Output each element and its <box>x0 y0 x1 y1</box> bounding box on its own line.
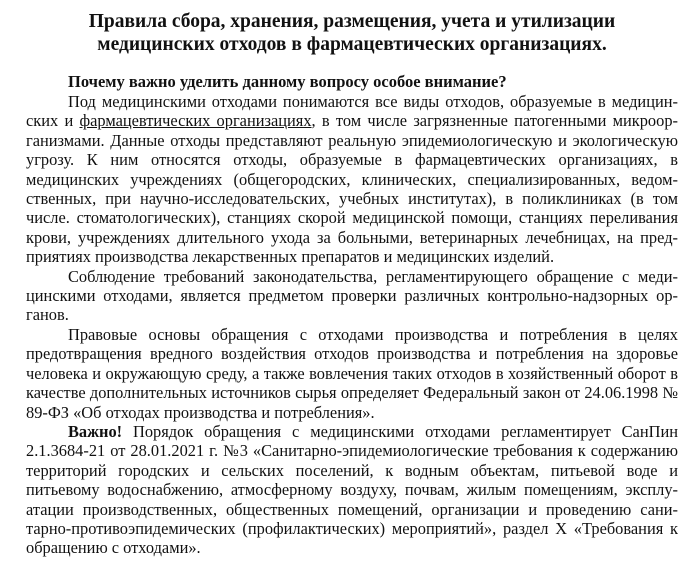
paragraph-definition-start: Под медицинскими отходами понимаются все виды отходов, образуемые в медицинских и <box>26 92 678 131</box>
paragraph-definition-rest: , в том числе загрязненные патогенными микроорганизмами. Данные отходы представляют реальную эпидемиологическую и экологическую угрозу. К ним относятся отходы, образуемые в фармацевтических организациях, в медицинских учреждениях (общегородских, клинических, специализированных, ведомственных, при научно-исследовательских, учебных институтах), в поликлиниках (в том числе. стоматологических), станциях скорой медицинской помощи, станциях переливания крови, учреждениях длительного ухода за больными, ветеринарных лечебницах, на предприятиях производства лекарственных препаратов и медицинских изделий. <box>26 111 678 267</box>
paragraph-important <box>26 422 678 558</box>
title-line-1: Правила сбора, хранения, размещения, учета и утилизации <box>88 11 616 32</box>
title-line-2: медицинских отходов в фармацевтических организациях. <box>97 34 607 55</box>
important-label: Важно! <box>68 421 123 441</box>
paragraph-legal-basis: Правовые основы обращения с отходами производства и потребления в целях предотвращения вредного воздействия отходов производства и потребления на здоровье человека и окружающую среду, а также вовлечения таких отходов в хозяйственный оборот в качестве дополнительных источников сырья определяет Федеральный закон от 24.06.1998 № 89-ФЗ «Об отходах производства и потребления». <box>26 324 678 422</box>
paragraph-compliance: Соблюдение требований законодательства, регламентирующего обращение с медицинскими отходами, является предметом проверки различных контрольно-надзорных органов. <box>26 266 678 325</box>
section-subtitle: Почему важно уделить данному вопросу особое внимание? <box>68 72 507 91</box>
pharma-organizations-link[interactable]: фармацевтических организациях <box>79 111 312 131</box>
page-title <box>26 10 678 56</box>
paragraph-important-text: Порядок обращения с медицинскими отходами регламентирует СанПин 2.1.3684-21 от 28.01.2021 г. №3 «Санитарно-эпидемиологические требования к содержанию территорий городских и сельских поселений, к водным объектам, питьевой воде и питьевому водоснабжению, атмосферному воздуху, почвам, жилым помещениям, эксплуатации производственных, общественных помещений, организации и проведению санитарно-противоэпидемических (профилактических) мероприятий», раздел X «Требования к обращению с отходами». <box>26 421 678 558</box>
paragraph-definition <box>26 92 678 267</box>
